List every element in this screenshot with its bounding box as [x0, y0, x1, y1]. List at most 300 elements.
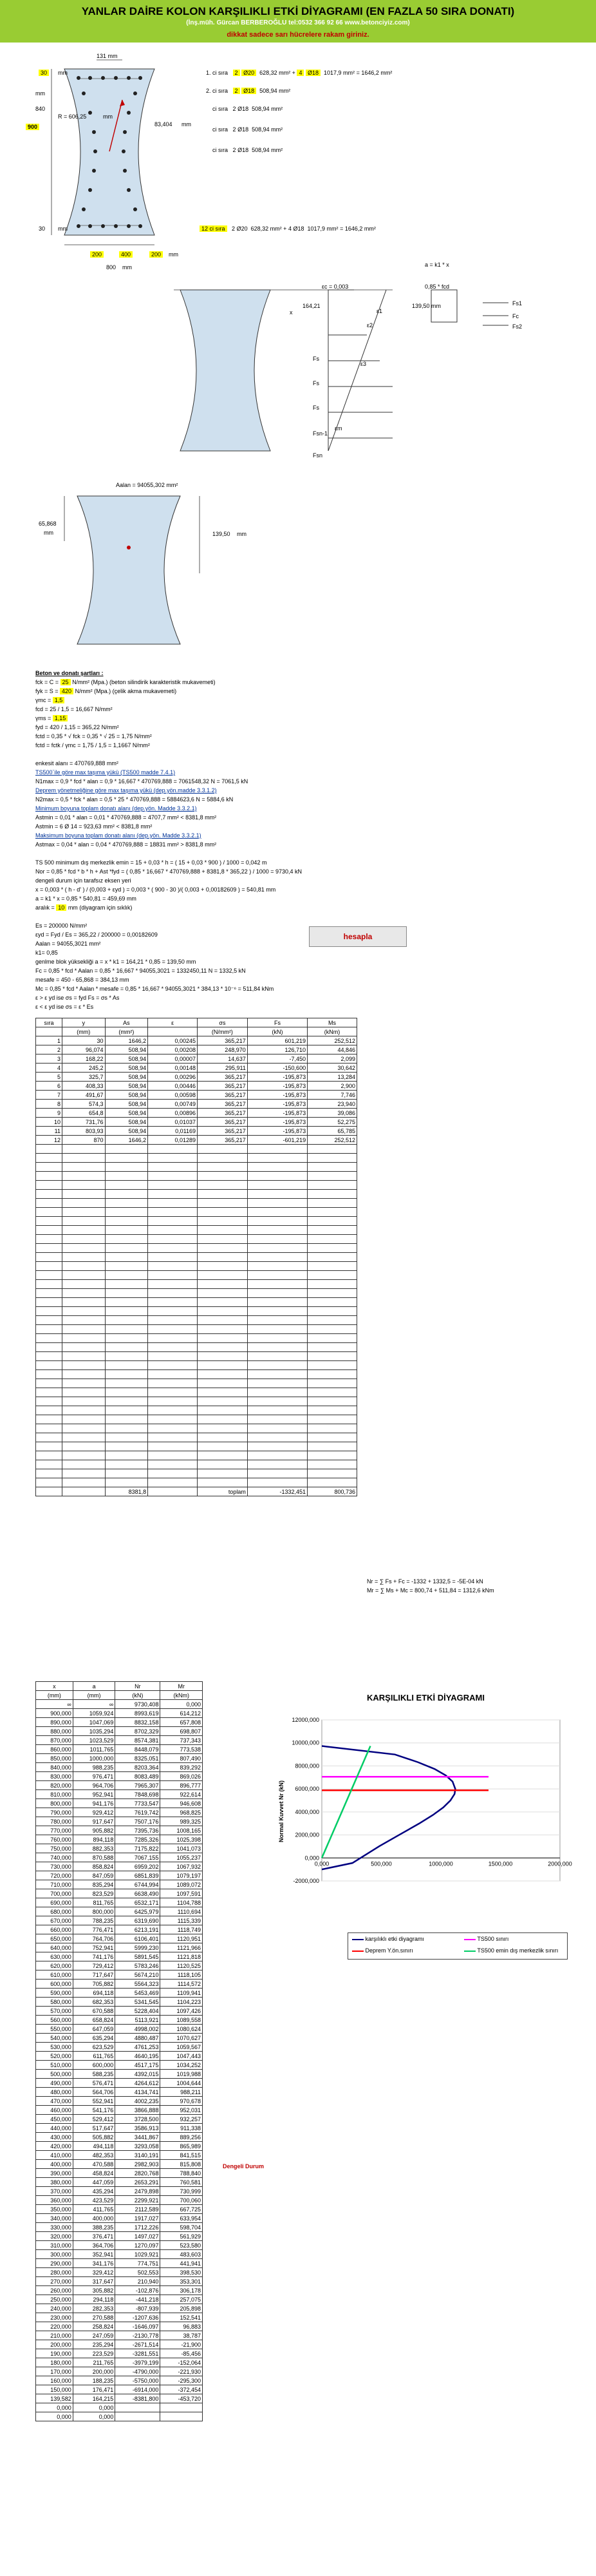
table-cell — [198, 1298, 248, 1307]
table-cell: 1025,398 — [160, 1835, 203, 1844]
table-cell — [247, 1361, 307, 1370]
table-cell — [36, 1154, 62, 1163]
table-row-empty — [36, 1235, 357, 1244]
table-cell: 1059,924 — [73, 1709, 115, 1718]
table-cell — [308, 1397, 357, 1406]
input-notice: dikkat sadece sarı hücrelere rakam giriniz. — [227, 31, 369, 39]
table-cell: -195,873 — [247, 1109, 307, 1118]
table-cell: 5999,230 — [115, 1943, 160, 1952]
stress-table-col-header: ε — [148, 1018, 198, 1027]
table-cell — [148, 1208, 198, 1217]
table-cell — [308, 1253, 357, 1262]
table-row-empty — [36, 1244, 357, 1253]
table-cell — [62, 1154, 105, 1163]
width-part-1[interactable]: 200 — [90, 251, 104, 258]
table-row-empty — [36, 1253, 357, 1262]
table-cell — [105, 1280, 148, 1289]
table-cell — [198, 1415, 248, 1424]
header-banner — [0, 0, 596, 43]
table-cell: ∞ — [36, 1700, 73, 1709]
table-cell: 400,000 — [36, 2160, 73, 2169]
table-cell: 764,706 — [73, 1934, 115, 1943]
table-cell — [247, 1280, 307, 1289]
table-cell — [62, 1379, 105, 1388]
table-cell: 170,000 — [36, 2367, 73, 2376]
cover-input[interactable]: 30 — [39, 70, 49, 76]
table-cell — [198, 1334, 248, 1343]
ts500-heading: TS500`ile göre max taşıma yükü (TS500 madde 7.4.1) — [35, 769, 176, 776]
total-row — [36, 1487, 357, 1496]
table-cell — [36, 1307, 62, 1316]
table-cell — [62, 1262, 105, 1271]
table-cell — [36, 1424, 62, 1433]
table-cell: -7,450 — [247, 1054, 307, 1064]
x-eq-line: x = 0,003 * ( h - d' ) / (0,003 + εyd ) = 0,003 * ( 900 - 30 )/( 0,003 + 0,00182609 ) = 540,81 mm — [35, 886, 276, 893]
table-cell: 168,22 — [62, 1054, 105, 1064]
table-row-empty — [36, 1172, 357, 1181]
table-cell: 14,637 — [198, 1054, 248, 1064]
table-cell — [105, 1208, 148, 1217]
table-cell: 8448,079 — [115, 1745, 160, 1754]
table-cell — [308, 1208, 357, 1217]
table-row — [36, 1853, 203, 1862]
table-cell — [148, 1442, 198, 1451]
table-cell: 1118,105 — [160, 1970, 203, 1980]
table-cell: 3 — [36, 1054, 62, 1064]
table-cell: 290,000 — [36, 2259, 73, 2268]
table-cell — [62, 1280, 105, 1289]
table-row — [36, 2196, 203, 2205]
table-cell: 694,118 — [73, 1989, 115, 1998]
table-row — [36, 2331, 203, 2340]
table-cell: 773,538 — [160, 1745, 203, 1754]
table-cell — [198, 1307, 248, 1316]
y-tick-label: 2000,000 — [295, 1831, 319, 1838]
table-cell: 540,000 — [36, 2034, 73, 2043]
table-cell: 5564,323 — [115, 1980, 160, 1989]
table-cell: 39,086 — [308, 1109, 357, 1118]
total-width: 800 — [106, 264, 116, 271]
table-cell: 6213,191 — [115, 1925, 160, 1934]
table-cell: 561,929 — [160, 2232, 203, 2241]
row1-phi-input[interactable]: Ø20 — [241, 70, 256, 76]
table-cell: -295,300 — [160, 2376, 203, 2385]
table-cell — [62, 1352, 105, 1361]
table-cell: 911,338 — [160, 2124, 203, 2133]
table-cell: 390,000 — [36, 2169, 73, 2178]
table-cell — [105, 1469, 148, 1478]
table-row-empty — [36, 1379, 357, 1388]
table-cell — [148, 1415, 198, 1424]
fcd-line: fcd = 25 / 1,5 = 16,667 N/mm² — [35, 706, 113, 712]
aralik-input[interactable]: 10 — [56, 904, 66, 911]
table-cell: 200,000 — [73, 2367, 115, 2376]
table-cell — [36, 1460, 62, 1469]
table-cell: 1104,223 — [160, 1998, 203, 2007]
row12-label-input[interactable]: 12 ci sıra — [200, 225, 227, 232]
table-cell: 2653,291 — [115, 2178, 160, 2187]
row2-phi-input[interactable]: Ø18 — [241, 88, 256, 94]
table-cell — [62, 1208, 105, 1217]
min-heading: Minimum boyuna toplam donatı alanı (dep.yön. Madde 3.3.2.1) — [35, 805, 197, 812]
table-cell: 860,000 — [36, 1745, 73, 1754]
table-cell — [36, 1325, 62, 1334]
table-cell: 482,353 — [73, 2151, 115, 2160]
table-cell: 690,000 — [36, 1898, 73, 1907]
table-cell — [62, 1478, 105, 1487]
table-cell: 560,000 — [36, 2016, 73, 2025]
table-row-empty — [36, 1433, 357, 1442]
table-cell — [148, 1262, 198, 1271]
row-5: ci sıra 2 Ø18 508,94 mm² — [212, 147, 283, 153]
ymc-input[interactable]: 1,5 — [53, 697, 65, 703]
table-cell — [148, 1172, 198, 1181]
table-cell: -221,930 — [160, 2367, 203, 2376]
table-row — [36, 2079, 203, 2088]
table-cell — [62, 1181, 105, 1190]
table-row — [36, 2277, 203, 2286]
table-row-empty — [36, 1370, 357, 1379]
width-part-3[interactable]: 200 — [149, 251, 163, 258]
width-part-2[interactable]: 400 — [119, 251, 133, 258]
table-cell: 941,176 — [73, 1799, 115, 1808]
enkesit: enkesit alanı = 470769,888 mm² — [35, 760, 118, 767]
table-row — [36, 1036, 357, 1045]
table-row — [36, 2070, 203, 2079]
table-cell — [105, 1262, 148, 1271]
table-cell — [160, 2412, 203, 2421]
table-cell: 250,000 — [36, 2295, 73, 2304]
table-cell: 4640,195 — [115, 2052, 160, 2061]
table-row-empty — [36, 1352, 357, 1361]
table-cell — [105, 1307, 148, 1316]
table-row — [36, 1109, 357, 1118]
table-row — [36, 2178, 203, 2187]
table-cell: 350,000 — [36, 2205, 73, 2214]
stress-table-col-header: As — [105, 1018, 148, 1027]
table-row — [36, 2250, 203, 2259]
table-cell — [198, 1361, 248, 1370]
table-cell: 520,000 — [36, 2052, 73, 2061]
table-cell: 2982,903 — [115, 2160, 160, 2169]
y-tick-label: 4000,000 — [295, 1808, 319, 1815]
row-1: 1. ci sıra 2 Ø20 628,32 mm² + 4 Ø18 1017,9 mm² = 1646,2 mm² — [206, 70, 393, 76]
table-cell — [148, 1316, 198, 1325]
table-cell: 880,000 — [36, 1727, 73, 1736]
table-cell: -195,873 — [247, 1082, 307, 1091]
table-cell: 1120,951 — [160, 1934, 203, 1943]
table-cell — [247, 1190, 307, 1199]
table-cell: 1055,237 — [160, 1853, 203, 1862]
table-cell: -195,873 — [247, 1100, 307, 1109]
table-cell — [36, 1478, 62, 1487]
table-cell — [308, 1262, 357, 1271]
table-cell: 508,94 — [105, 1100, 148, 1109]
astmin1-line: Astmin = 0,01 * alan = 0,01 * 470769,888 = 4707,7 mm² < 8381,8 mm² — [35, 814, 217, 821]
table-cell — [308, 1406, 357, 1415]
table-cell — [308, 1433, 357, 1442]
x-tick-label: 2000,000 — [548, 1860, 572, 1867]
total-cell: 800,736 — [308, 1487, 357, 1496]
table-row — [36, 1970, 203, 1980]
area-right-unit: mm — [237, 531, 247, 537]
table-cell — [105, 1226, 148, 1235]
table-cell: 508,94 — [105, 1073, 148, 1082]
table-cell: 680,000 — [36, 1907, 73, 1916]
stress-table-col-unit: (kN) — [247, 1027, 307, 1036]
row1-phi2-input[interactable]: Ø18 — [306, 70, 321, 76]
mr-sum: Mr = ∑ Ms + Mc = 800,74 + 511,84 = 1312,6 kNm — [367, 1587, 494, 1594]
fyk-input[interactable]: 420 — [60, 688, 73, 694]
width-unit: mm — [169, 251, 178, 258]
table-cell: 1118,749 — [160, 1925, 203, 1934]
table-cell: 240,000 — [36, 2304, 73, 2313]
height-input[interactable]: 900 — [26, 124, 39, 130]
table-cell: 870,000 — [36, 1736, 73, 1745]
table-cell: 320,000 — [36, 2232, 73, 2241]
table-cell: 508,94 — [105, 1045, 148, 1054]
table-cell — [36, 1361, 62, 1370]
row-12: 12 ci sıra 2 Ø20 628,32 mm² + 4 Ø18 1017,9 mm² = 1646,2 mm² — [200, 225, 376, 232]
eps1: ε1 — [377, 308, 383, 314]
table-cell: 176,471 — [73, 2385, 115, 2394]
row2-n-input[interactable]: 2 — [233, 88, 240, 94]
table-cell: -3281,551 — [115, 2349, 160, 2358]
table-row — [36, 2394, 203, 2403]
nor-line: Nor = 0,85 * fcd * b * h + Ast *fyd = ( 0,85 * 16,667 * 470769,888 + 8381,8 * 365,22 ) / 1000 = 9730,4 kN — [35, 868, 303, 875]
fck-input[interactable]: 25 — [61, 679, 71, 685]
table-cell — [105, 1253, 148, 1262]
table-cell: 7067,155 — [115, 1853, 160, 1862]
ts500-emin: TS 500 minimum dış merkezlik emin = 15 + 0,03 * h = ( 15 + 0,03 * 900 ) / 1000 = 0,042 m — [35, 859, 267, 866]
table-row — [36, 2160, 203, 2169]
interaction-table-col-header: Nr — [115, 1682, 160, 1691]
table-cell: 9 — [36, 1109, 62, 1118]
table-cell — [62, 1316, 105, 1325]
table-cell — [247, 1208, 307, 1217]
table-cell: 164,215 — [73, 2394, 115, 2403]
table-cell: 491,67 — [62, 1091, 105, 1100]
table-cell — [148, 1244, 198, 1253]
table-cell: 601,219 — [247, 1036, 307, 1045]
table-cell: 365,217 — [198, 1091, 248, 1100]
table-cell — [247, 1316, 307, 1325]
table-row-empty — [36, 1154, 357, 1163]
table-cell: 5674,210 — [115, 1970, 160, 1980]
area-right-dim: 139,50 — [212, 531, 230, 537]
table-cell: 11 — [36, 1127, 62, 1136]
stress-table-col-unit — [36, 1027, 62, 1036]
table-cell: 1121,966 — [160, 1943, 203, 1952]
table-cell: 600,000 — [36, 1980, 73, 1989]
table-cell — [247, 1433, 307, 1442]
table-cell: 8993,619 — [115, 1709, 160, 1718]
interaction-table-col-header: x — [36, 1682, 73, 1691]
table-cell: 896,777 — [160, 1781, 203, 1790]
table-cell — [247, 1262, 307, 1271]
table-cell — [198, 1379, 248, 1388]
table-cell: 1497,027 — [115, 2232, 160, 2241]
table-cell: 530,000 — [36, 2043, 73, 2052]
table-cell: -601,219 — [247, 1136, 307, 1145]
compression-area-drawing — [51, 490, 219, 657]
table-cell — [36, 1226, 62, 1235]
table-cell — [247, 1451, 307, 1460]
astmin2-line: Astmin = 6 Ø 14 = 923,63 mm² < 8381,8 mm² — [35, 823, 153, 830]
table-row — [36, 1799, 203, 1808]
h-unit: mm — [431, 303, 441, 309]
table-cell: -195,873 — [247, 1127, 307, 1136]
table-cell: 657,808 — [160, 1718, 203, 1727]
table-cell — [247, 1469, 307, 1478]
table-cell: 5113,921 — [115, 2016, 160, 2025]
table-cell: 946,608 — [160, 1799, 203, 1808]
table-cell — [62, 1253, 105, 1262]
interaction-table-col-unit: (kNm) — [160, 1691, 203, 1700]
row-4: ci sıra 2 Ø18 508,94 mm² — [212, 126, 283, 133]
table-cell: 3441,867 — [115, 2133, 160, 2142]
table-cell: 1070,627 — [160, 2034, 203, 2043]
table-cell: -152,064 — [160, 2358, 203, 2367]
mesafe-line: mesafe = 450 - 65,868 = 384,13 mm — [35, 977, 129, 983]
table-row — [36, 2205, 203, 2214]
h-label: 139,50 — [412, 303, 430, 309]
y-tick-label: -2000,000 — [293, 1878, 319, 1884]
table-cell — [105, 1181, 148, 1190]
table-cell — [36, 1172, 62, 1181]
table-cell: 590,000 — [36, 1989, 73, 1998]
yms-input[interactable]: 1,15 — [53, 715, 68, 721]
table-cell — [198, 1442, 248, 1451]
table-row-empty — [36, 1451, 357, 1460]
row1-n-input[interactable]: 2 — [233, 70, 240, 76]
table-cell — [36, 1316, 62, 1325]
table-cell: 508,94 — [105, 1082, 148, 1091]
total-cell — [36, 1487, 62, 1496]
stress-table-col-unit — [148, 1027, 198, 1036]
fcd-label: 0,85 * fcd — [425, 283, 450, 290]
interaction-table — [35, 1681, 203, 2421]
table-cell — [198, 1253, 248, 1262]
table-cell: 667,725 — [160, 2205, 203, 2214]
table-cell — [62, 1199, 105, 1208]
table-cell: 517,647 — [73, 2124, 115, 2133]
table-cell — [308, 1244, 357, 1253]
cover-bottom-unit: mm — [58, 225, 68, 232]
table-row — [36, 1709, 203, 1718]
table-cell: 5891,545 — [115, 1952, 160, 1961]
table-cell — [247, 1181, 307, 1190]
table-cell — [247, 1478, 307, 1487]
table-cell — [36, 1370, 62, 1379]
table-cell — [36, 1199, 62, 1208]
table-cell: 6 — [36, 1082, 62, 1091]
eyd-line: εyd = Fyd / Es = 365,22 / 200000 = 0,00182609 — [35, 931, 158, 938]
table-cell: 917,647 — [73, 1817, 115, 1826]
table-cell — [148, 1343, 198, 1352]
table-cell — [308, 1343, 357, 1352]
table-row — [36, 2034, 203, 2043]
table-cell: -85,456 — [160, 2349, 203, 2358]
table-cell — [62, 1235, 105, 1244]
x-label: x — [290, 309, 293, 316]
table-cell: 5783,246 — [115, 1961, 160, 1970]
table-cell — [308, 1217, 357, 1226]
table-cell: 8325,051 — [115, 1754, 160, 1763]
table-cell: 0,000 — [36, 2412, 73, 2421]
table-cell: 700,000 — [36, 1889, 73, 1898]
table-cell — [36, 1244, 62, 1253]
table-row — [36, 2322, 203, 2331]
table-row-empty — [36, 1226, 357, 1235]
table-cell — [62, 1406, 105, 1415]
table-row — [36, 1745, 203, 1754]
table-cell: 576,471 — [73, 2079, 115, 2088]
table-cell: 803,93 — [62, 1127, 105, 1136]
table-cell: 341,176 — [73, 2259, 115, 2268]
table-cell — [105, 1442, 148, 1451]
table-cell — [62, 1451, 105, 1460]
table-cell: 1097,426 — [160, 2007, 203, 2016]
table-cell — [198, 1352, 248, 1361]
table-cell — [247, 1226, 307, 1235]
stress-table-col-header: Ms — [308, 1018, 357, 1027]
table-row — [36, 2052, 203, 2061]
table-row — [36, 1064, 357, 1073]
table-cell — [160, 2403, 203, 2412]
table-cell — [247, 1424, 307, 1433]
table-cell: 1646,2 — [105, 1036, 148, 1045]
table-cell: 1008,165 — [160, 1826, 203, 1835]
table-cell — [148, 1370, 198, 1379]
table-cell: 7733,547 — [115, 1799, 160, 1808]
table-cell: 820,000 — [36, 1781, 73, 1790]
table-cell: 4761,253 — [115, 2043, 160, 2052]
row1-n2-input[interactable]: 4 — [297, 70, 304, 76]
table-cell — [198, 1181, 248, 1190]
table-cell: 1115,339 — [160, 1916, 203, 1925]
table-cell — [62, 1469, 105, 1478]
table-cell — [148, 1397, 198, 1406]
ec-label: εc = 0,003 — [322, 283, 349, 290]
table-cell — [62, 1226, 105, 1235]
table-cell: 270,000 — [36, 2277, 73, 2286]
table-cell: 988,211 — [160, 2088, 203, 2097]
table-row — [36, 1998, 203, 2007]
table-cell — [36, 1352, 62, 1361]
fc-line: Fc = 0,85 * fcd * Aalan = 0,85 * 16,667 * 94055,3021 = 1332450,11 N = 1332,5 kN — [35, 968, 246, 974]
stress-table-col-unit: (N/mm²) — [198, 1027, 248, 1036]
table-cell — [105, 1172, 148, 1181]
table-cell — [198, 1145, 248, 1154]
table-cell: 774,751 — [115, 2259, 160, 2268]
aralik-line: aralık = 10 mm (diyagram için sıklık) — [35, 904, 133, 911]
table-cell — [247, 1352, 307, 1361]
table-cell: 730,000 — [36, 1862, 73, 1871]
table-row — [36, 1754, 203, 1763]
table-cell: 400,000 — [73, 2214, 115, 2223]
hesapla-button[interactable]: hesapla — [309, 926, 407, 947]
d-label: 164,21 — [303, 303, 321, 309]
table-cell: 800,000 — [73, 1907, 115, 1916]
table-cell — [62, 1415, 105, 1424]
table-row-empty — [36, 1190, 357, 1199]
interaction-table-col-unit: (mm) — [36, 1691, 73, 1700]
table-cell: 4517,175 — [115, 2061, 160, 2070]
table-cell: 3586,913 — [115, 2124, 160, 2133]
table-cell: 1089,558 — [160, 2016, 203, 2025]
table-cell — [308, 1424, 357, 1433]
